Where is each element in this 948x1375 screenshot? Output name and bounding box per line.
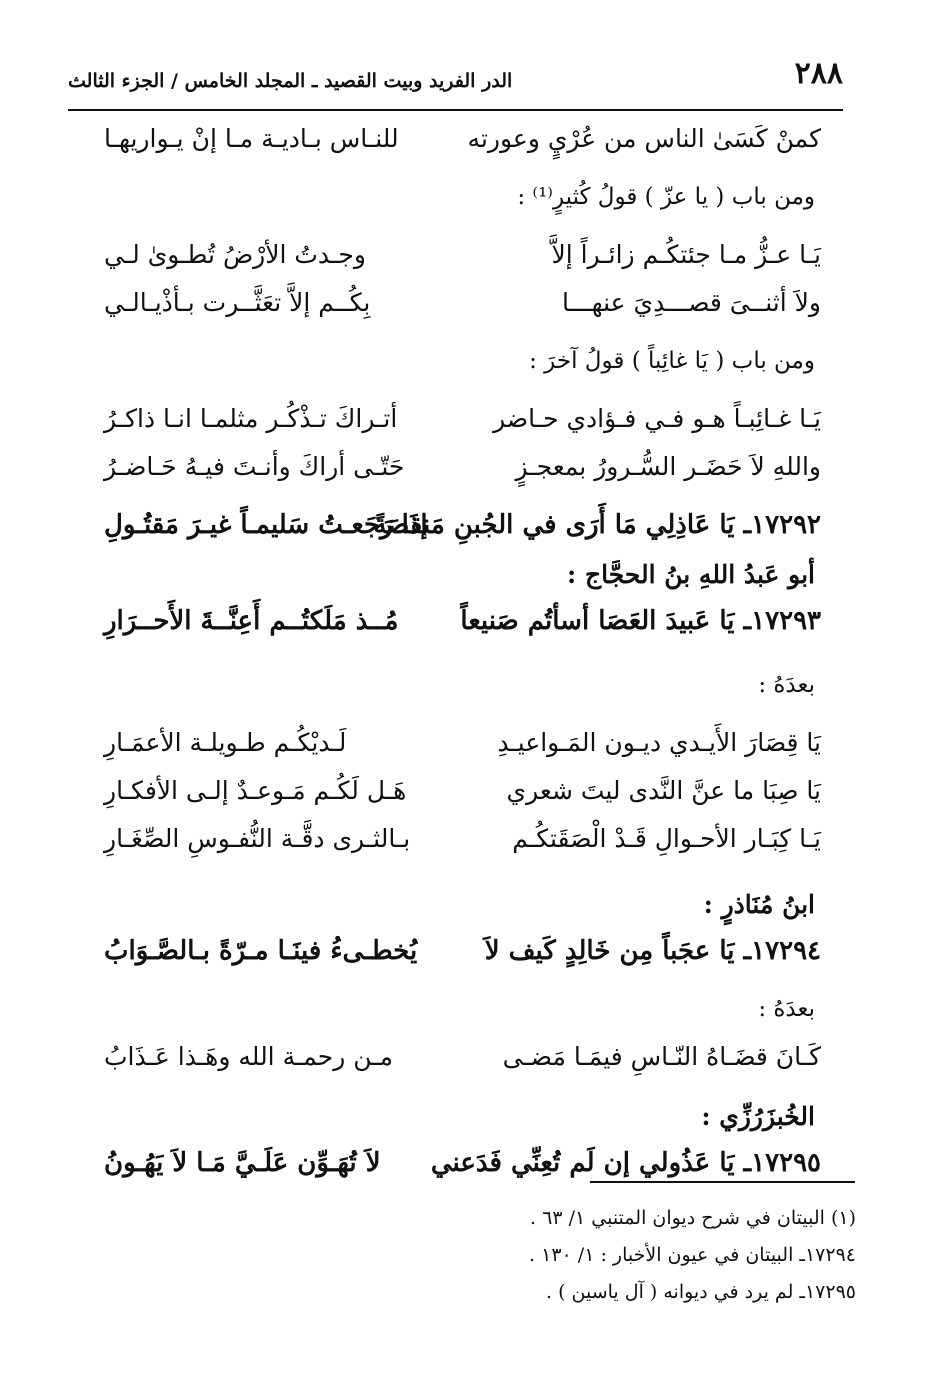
prose-line xyxy=(68,664,843,712)
verse-line xyxy=(68,234,843,282)
footnote: (١) البيتان في شرح ديوان المتنبي ١/ ٦٣ . xyxy=(530,1207,856,1229)
prose-text: ومن باب ( يا عزّ ) قولُ كُثيرٍ⁽¹⁾ : xyxy=(517,184,815,210)
prose-line xyxy=(68,176,843,224)
prose-line xyxy=(68,552,843,600)
prose-line xyxy=(68,882,843,930)
spacer xyxy=(68,166,843,176)
verse-line xyxy=(68,722,843,770)
verse-line xyxy=(68,1036,843,1084)
verse-first-hemistich: ١٧٢٩٢ـ يَا عَاذِلِي مَا أَرَى في الجُبنِ مَنقصَةً xyxy=(373,510,821,540)
prose-text: ومن باب ( يَا غائِباً ) قولُ آخرَ : xyxy=(529,348,815,374)
prose-line xyxy=(68,1094,843,1142)
running-header xyxy=(68,52,843,100)
spacer xyxy=(68,648,843,664)
spacer xyxy=(68,224,843,234)
verse-second-hemistich: مُــذ مَلَكتُــم أَعِنَّــةَ الأَحــرَارِ xyxy=(104,606,399,636)
spacer xyxy=(68,712,843,722)
verse-second-hemistich: حَتّـى أراكَ وأنـتَ فيـهُ حَـاضـرُ xyxy=(104,452,405,481)
prose-text: أبو عَبدُ اللهِ بنُ الحجَّاج : xyxy=(567,560,815,589)
prose-text: الخُبزَرُزِّي : xyxy=(701,1102,815,1131)
page-number: ٢٨٨ xyxy=(794,56,843,91)
prose-line xyxy=(68,988,843,1036)
verse-first-hemistich: واللهِ لاَ حَضَـر السُّـرورُ بمعجـزٍ xyxy=(515,452,821,481)
spacer xyxy=(68,866,843,882)
prose-text: بعدَهُ : xyxy=(758,996,815,1022)
verse-second-hemistich: يُخطـىءُ فينَـا مـرّةً بـالصَّـوَابُ xyxy=(104,936,418,966)
verse-second-hemistich: لاَ تُهَـوِّن عَلَـيَّ مَـا لاَ يَهُـونُ xyxy=(104,1148,381,1178)
footnote: ١٧٢٩٤ـ البيتان في عيون الأخبار : ١/ ١٣٠ . xyxy=(529,1244,856,1266)
footnote-rule xyxy=(590,1181,855,1183)
spacer xyxy=(68,1084,843,1094)
verse-line xyxy=(68,504,843,552)
verse-second-hemistich: إذَا رَجَعـتُ سَليمـاً غيـرَ مَقتُـولِ xyxy=(104,510,428,540)
verse-line xyxy=(68,446,843,494)
verse-first-hemistich: ١٧٢٩٤ـ يَا عجَباً مِن خَالِدٍ كَيف لاَ xyxy=(484,936,821,966)
spacer xyxy=(68,330,843,340)
verse-second-hemistich: هَـل لَكُـم مَـوعـدٌ إلـى الأفكـارِ xyxy=(104,776,407,805)
prose-text: بعدَهُ : xyxy=(758,672,815,698)
verse-line xyxy=(68,930,843,978)
footnote: ١٧٢٩٥ـ لم يرد في ديوانه ( آل ياسين ) . xyxy=(546,1281,856,1303)
verse-second-hemistich: بِكُــم إلاَّ تعَثَّــرت بـأذْيـالـي xyxy=(104,288,371,317)
verse-first-hemistich: كمنْ كَسَىٰ الناس من عُرْيٍ وعورته xyxy=(467,124,821,153)
verse-first-hemistich: يَا صِبَا ما عنَّ النَّدى ليتَ شعري xyxy=(506,776,821,805)
verse-first-hemistich: كَـانَ قضَـاهُ النّـاسِ فيمَـا مَضـى xyxy=(502,1042,821,1071)
footnotes xyxy=(529,1200,856,1311)
verse-second-hemistich: بـالثـرى دقَّـة النُّفـوسِ الصِّغَـارِ xyxy=(104,824,411,853)
verse-line xyxy=(68,118,843,166)
prose-line xyxy=(68,340,843,388)
verse-line xyxy=(68,282,843,330)
verse-second-hemistich: للنـاس بـاديـة مـا إنْ يـواريهـا xyxy=(104,124,399,153)
prose-text: ابنُ مُنَاذرٍ : xyxy=(703,890,815,919)
running-title: الدر الفريد وبيت القصيد ـ المجلد الخامس / الجزء الثالث xyxy=(68,70,513,92)
verse-second-hemistich: لَـديْكُـم طـويلـة الأعمَـارِ xyxy=(104,728,347,757)
spacer xyxy=(68,388,843,398)
spacer xyxy=(68,978,843,988)
verse-first-hemistich: يَـا غـائِبـاً هـو فـي فـؤادي حـاضر xyxy=(493,404,821,433)
page-body xyxy=(68,118,843,1190)
verse-first-hemistich: يَا قِصَارَ الأَيـدي ديـون المَـواعيـدِ xyxy=(497,728,821,757)
verse-second-hemistich: وجـدتُ الأرْضُ تُطـوىٰ لـي xyxy=(104,240,366,269)
verse-line xyxy=(68,600,843,648)
verse-first-hemistich: ١٧٢٩٥ـ يَا عَذُولي إن لَم تُعِنِّي فَدَعني xyxy=(430,1148,821,1178)
verse-first-hemistich: يَـا كِبَـار الأحـوالِ قَـدْ الْصَقَتكُـم xyxy=(512,824,821,853)
spacer xyxy=(68,494,843,504)
verse-line xyxy=(68,770,843,818)
verse-first-hemistich: ١٧٢٩٣ـ يَا عَبيدَ العَصَا أسأتُم صَنيعاً xyxy=(460,606,821,636)
verse-first-hemistich: يَـا عـزُّ مـا جئتكُـم زائـراً إلاَّ xyxy=(551,240,821,269)
verse-line xyxy=(68,818,843,866)
header-rule xyxy=(68,109,843,111)
verse-second-hemistich: أتـراكَ تـذْكُـر مثلمـا انـا ذاكـرُ xyxy=(104,404,398,433)
verse-line xyxy=(68,398,843,446)
verse-first-hemistich: ولاَ أثنــىَ قصـــدِيَ عنهـــا xyxy=(562,288,821,317)
verse-second-hemistich: مـن رحمـة الله وهَـذا عَـذَابُ xyxy=(104,1042,393,1071)
